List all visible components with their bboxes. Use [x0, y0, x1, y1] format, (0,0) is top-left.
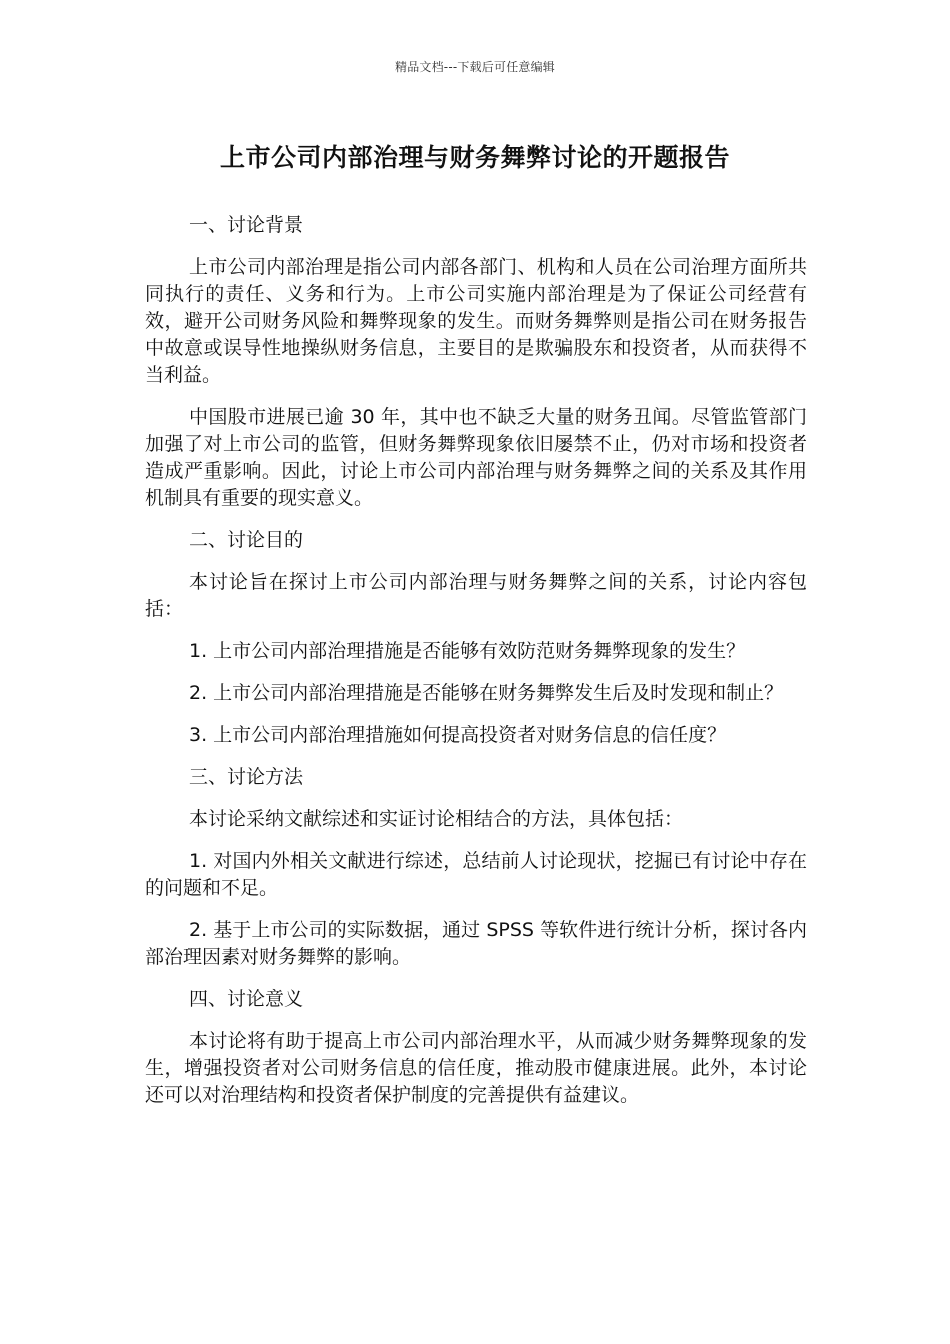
- section-heading-background: 一、讨论背景: [189, 214, 304, 236]
- document-title: 上市公司内部治理与财务舞弊讨论的开题报告: [219, 143, 730, 172]
- section-heading-purpose: 二、讨论目的: [189, 529, 304, 551]
- purpose-list-item: 1. 上市公司内部治理措施是否能够有效防范财务舞弊现象的发生？: [189, 640, 746, 662]
- purpose-list-item: 2. 上市公司内部治理措施是否能够在财务舞弊发生后及时发现和制止？: [189, 682, 784, 704]
- paragraph-background-2: 中国股市进展已逾 30 年，其中也不缺乏大量的财务丑闻。尽管监管部门加强了对上市公司的监管，但财务舞弊现象依旧屡禁不止，仍对市场和投资者造成严重影响。因此，讨论上市公司内部治理与财务舞弊之间的关系及其作用机制具有重要的现实意义。: [145, 406, 807, 509]
- paragraph-background-1: 上市公司内部治理是指公司内部各部门、机构和人员在公司治理方面所共同执行的责任、义务和行为。上市公司实施内部治理是为了保证公司经营有效，避开公司财务风险和舞弊现象的发生。而财务舞弊则是指公司在财务报告中故意或误导性地操纵财务信息，主要目的是欺骗股东和投资者，从而获得不当利益。: [145, 256, 807, 386]
- purpose-list-item: 3. 上市公司内部治理措施如何提高投资者对财务信息的信任度？: [189, 724, 727, 746]
- paragraph-method-intro: 本讨论采纳文献综述和实证讨论相结合的方法，具体包括：: [189, 808, 684, 830]
- header-note: 精品文档---下载后可任意编辑: [395, 60, 555, 74]
- document-body: [145, 212, 807, 1124]
- paragraph-purpose-intro: 本讨论旨在探讨上市公司内部治理与财务舞弊之间的关系，讨论内容包括：: [145, 571, 807, 620]
- section-heading-method: 三、讨论方法: [189, 766, 304, 788]
- method-list-item: 2. 基于上市公司的实际数据，通过 SPSS 等软件进行统计分析，探讨各内部治理因素对财务舞弊的影响。: [145, 919, 807, 968]
- section-heading-significance: 四、讨论意义: [189, 988, 304, 1010]
- paragraph-significance: 本讨论将有助于提高上市公司内部治理水平，从而减少财务舞弊现象的发生，增强投资者对公司财务信息的信任度，推动股市健康进展。此外，本讨论还可以对治理结构和投资者保护制度的完善提供有益建议。: [145, 1030, 807, 1106]
- method-list-item: 1. 对国内外相关文献进行综述，总结前人讨论现状，挖掘已有讨论中存在的问题和不足。: [145, 850, 807, 899]
